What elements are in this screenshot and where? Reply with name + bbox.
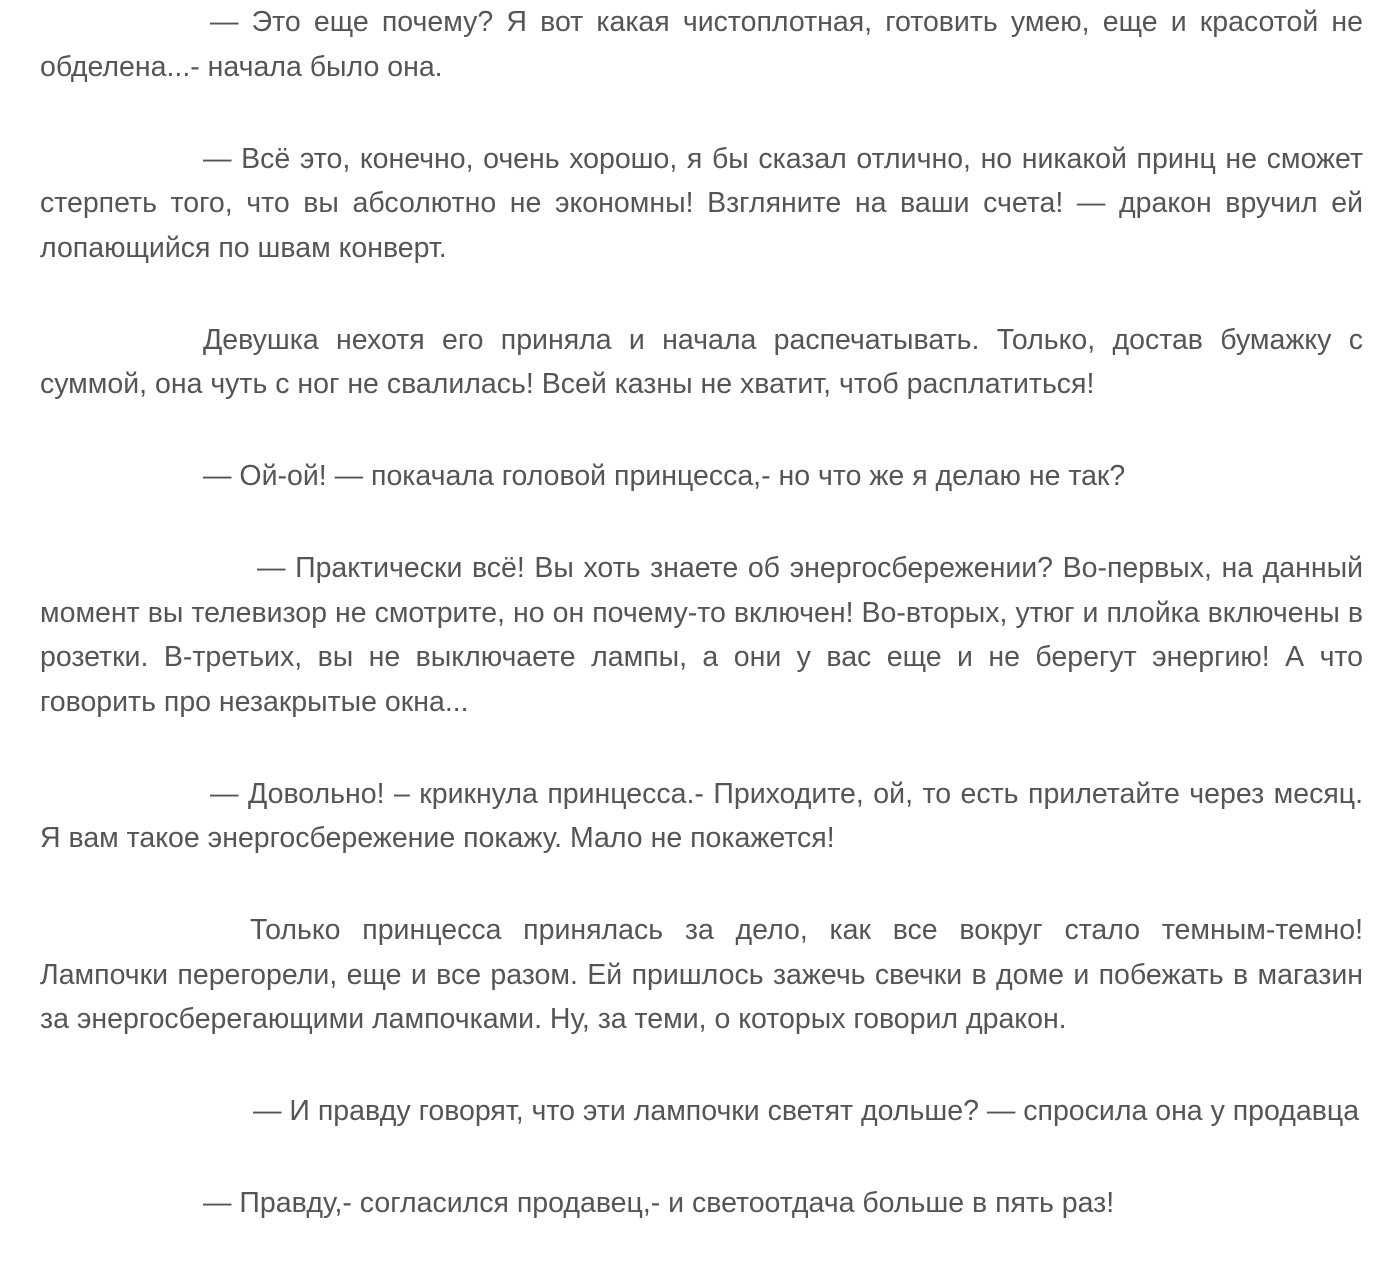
paragraph-7: Только принцесса принялась за дело, как все вокруг стало темным-темно! Лампочки перегорели, еще и все разом. Ей пришлось зажечь свечки в доме и побежать в магазин за энергосберегающими лампочками. Ну, за теми, о которых говорил дракон. — [40, 914, 1363, 1035]
paragraph-1: — Это еще почему? Я вот какая чистоплотная, готовить умею, еще и красотой не обделена...- начала было она. — [40, 6, 1363, 83]
paragraph-5: — Практически всё! Вы хоть знаете об энергосбережении? Во-первых, на данный момент вы телевизор не смотрите, но он почему-то включен! Во-вторых, утюг и плойка включены в розетки. В-третьих, вы не выключаете лампы, а они у вас еще и не берегут энергию! А что говорить про незакрытые окна... — [40, 552, 1363, 718]
paragraph-4: — Ой-ой! — покачала головой принцесса,- но что же я делаю не так? — [203, 460, 1126, 492]
paragraph-8: — И правду говорят, что эти лампочки светят дольше? — спросила она у продавца — [253, 1095, 1360, 1127]
paragraph-3: Девушка нехотя его приняла и начала распечатывать. Только, достав бумажку с суммой, она чуть с ног не свалилась! Всей казны не хватит, чтоб расплатиться! — [40, 323, 1363, 400]
paragraph-2: — Всё это, конечно, очень хорошо, я бы сказал отлично, но никакой принц не сможет стерпеть того, что вы абсолютно не экономны! Взгляните на ваши счета! — дракон вручил ей лопающийся по швам конверт. — [40, 142, 1363, 264]
paragraph-6: — Довольно! – крикнула принцесса.- Приходите, ой, то есть прилетайте через месяц. Я вам такое энергосбережение покажу. Мало не покажется! — [40, 777, 1363, 854]
story-text — [40, 0, 1363, 1273]
paragraph-9: — Правду,- согласился продавец,- и светоотдача больше в пять раз! — [203, 1187, 1115, 1219]
